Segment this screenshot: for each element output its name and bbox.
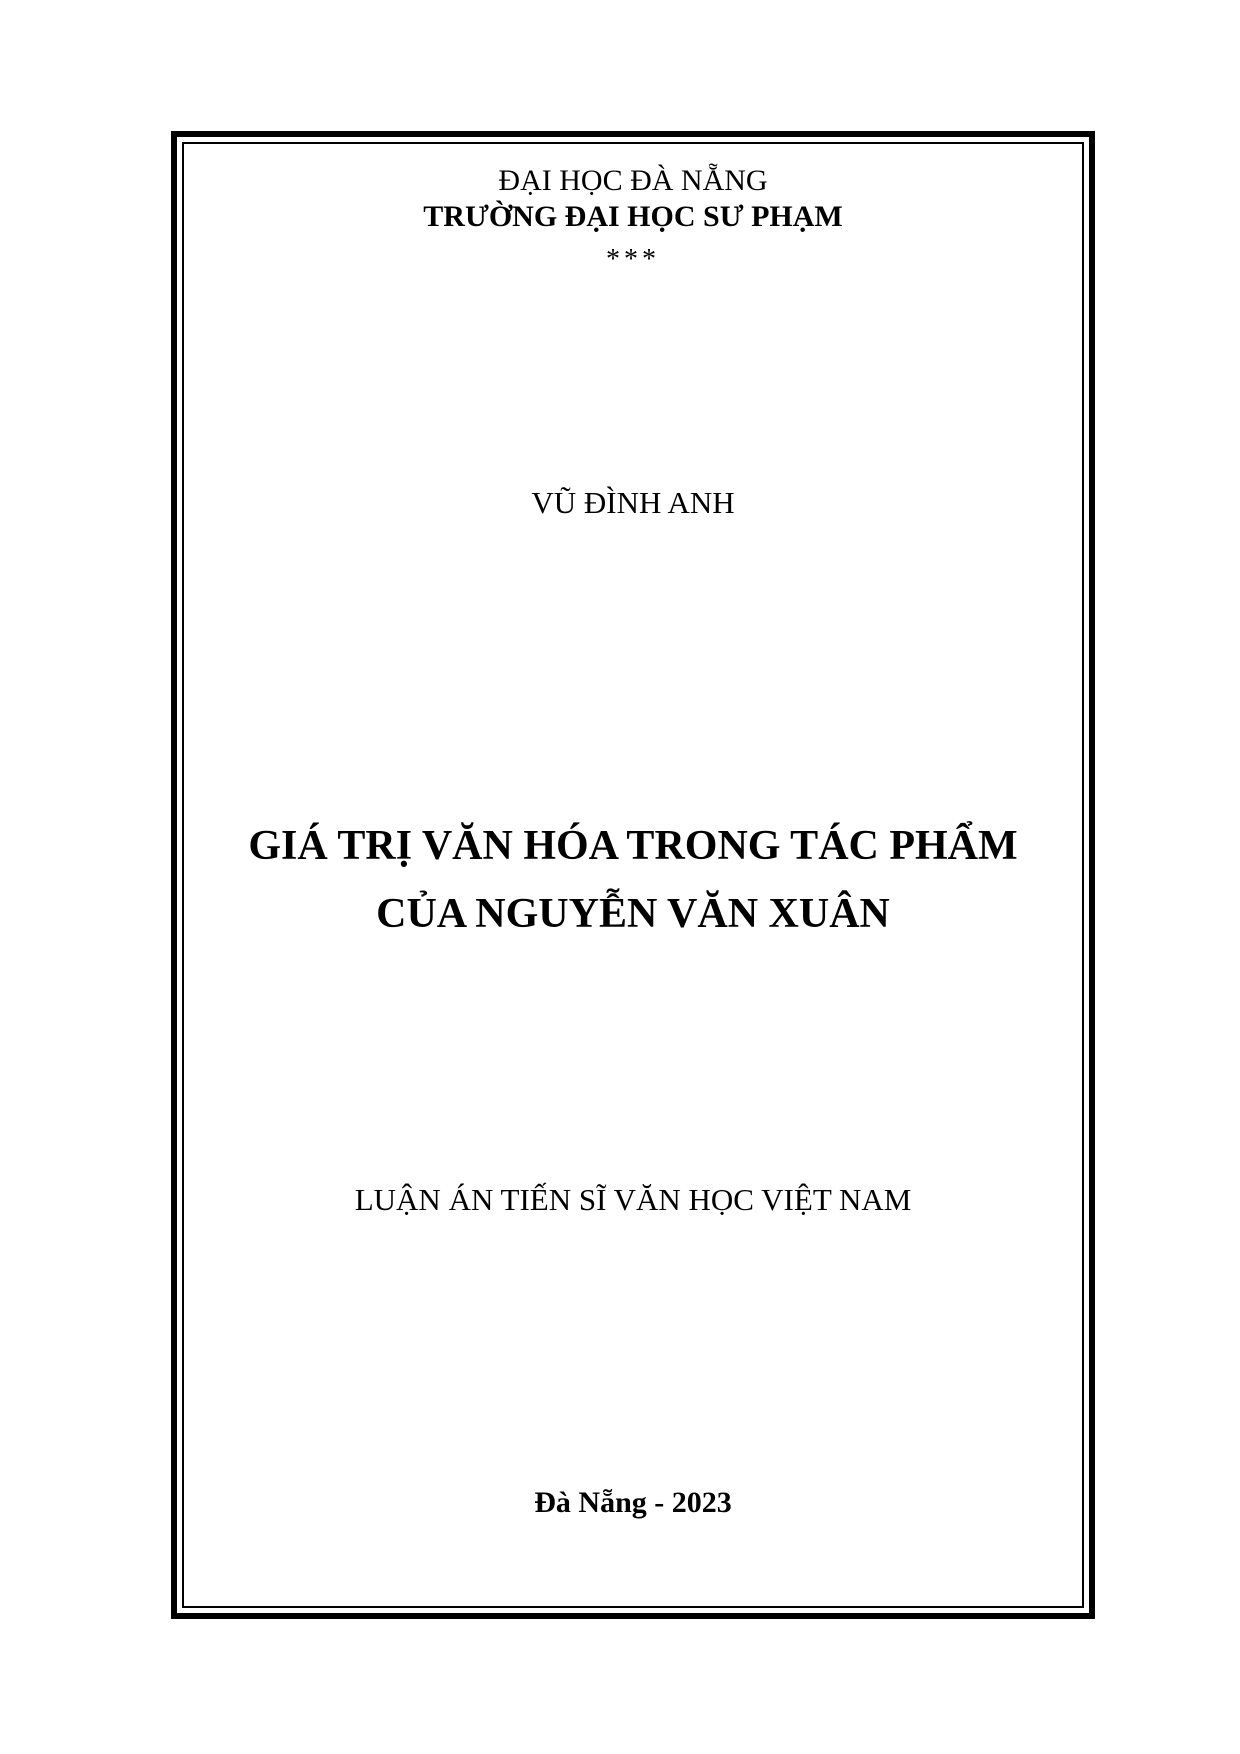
place-and-year: Đà Nẵng - 2023 — [534, 1486, 732, 1519]
header-separator: *** — [606, 244, 660, 275]
university-name: ĐẠI HỌC ĐÀ NẴNG — [498, 164, 768, 197]
page-border-inner — [182, 142, 1084, 1608]
thesis-title-line-2: CỦA NGUYỄN VĂN XUÂN — [376, 891, 890, 937]
degree-type: LUẬN ÁN TIẾN SĨ VĂN HỌC VIỆT NAM — [354, 1182, 912, 1217]
school-name: TRƯỜNG ĐẠI HỌC SƯ PHẠM — [423, 200, 843, 233]
thesis-title-line-1: GIÁ TRỊ VĂN HÓA TRONG TÁC PHẨM — [248, 823, 1018, 869]
author-name: VŨ ĐÌNH ANH — [531, 485, 735, 520]
